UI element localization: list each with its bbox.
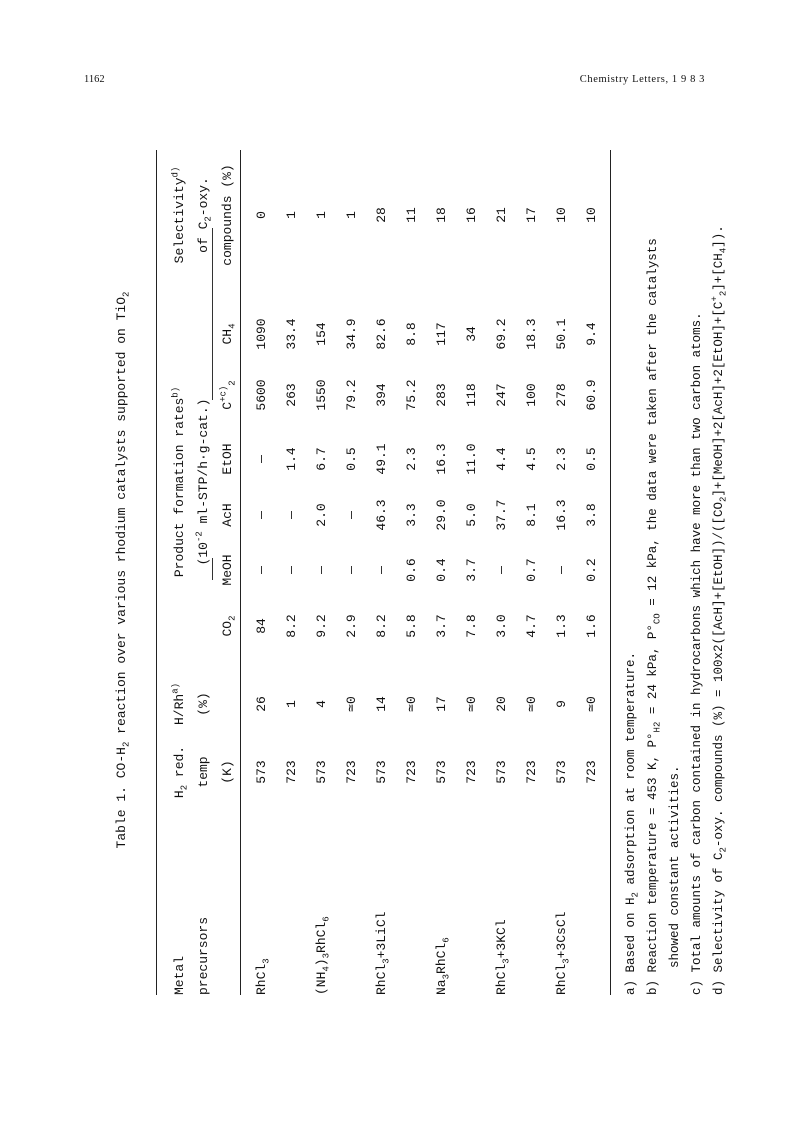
cell-h-rh: ≃0 (584, 696, 599, 712)
cell-meoh: — (314, 566, 329, 574)
cell-ach: 46.3 (374, 499, 389, 531)
cell-etoh: 0.5 (344, 447, 359, 471)
rates-dash-left (212, 558, 213, 580)
cell-ch4: 8.8 (404, 322, 419, 346)
cell-selectivity: 1 (284, 211, 299, 219)
cell-co2: 3.0 (494, 614, 509, 638)
cell-ch4: 69.2 (494, 318, 509, 350)
cell-etoh: 4.5 (524, 447, 539, 471)
cell-co2: 9.2 (314, 614, 329, 638)
cell-etoh: 16.3 (434, 443, 449, 475)
table-caption: Table 1. $CO-H_2$ reaction over various rhodium catalysts supported on TiO$_2$ (114, 291, 132, 849)
cell-ach: — (254, 511, 269, 519)
header-ach: AcH (220, 503, 235, 527)
cell-etoh: 49.1 (374, 443, 389, 475)
cell-h-rh: 9 (554, 700, 569, 708)
header-meoh: MeOH (220, 554, 235, 586)
cell-temp: 573 (554, 760, 569, 784)
cell-co2: 84 (254, 618, 269, 634)
header-selectivity-of: of $C_2$-oxy. (196, 177, 214, 253)
cell-c2-plus: 75.2 (404, 379, 419, 411)
row-precursor: RhCl$_3$+3LiCl (374, 911, 392, 995)
cell-h-rh: ≃0 (404, 696, 419, 712)
cell-c2-plus: 278 (554, 383, 569, 407)
cell-ch4: 34.9 (344, 318, 359, 350)
cell-c2-plus: 100 (524, 383, 539, 407)
cell-ach: 3.3 (404, 503, 419, 527)
footnote-a: a) Based on $H_2$ adsorption at room temperature. (624, 652, 641, 995)
cell-co2: 8.2 (374, 614, 389, 638)
cell-ach: 5.0 (464, 503, 479, 527)
cell-selectivity: 11 (404, 207, 419, 223)
cell-temp: 573 (434, 760, 449, 784)
header-co2: $CO_2$ (220, 615, 238, 637)
cell-etoh: 2.3 (554, 447, 569, 471)
cell-co2: 1.6 (584, 614, 599, 638)
cell-co2: 1.3 (554, 614, 569, 638)
header-ch4: $CH_4$ (220, 323, 238, 345)
cell-ch4: 117 (434, 322, 449, 346)
row-precursor: RhCl$_3$+3CsCl (554, 911, 572, 995)
cell-meoh: — (494, 566, 509, 574)
cell-temp: 573 (494, 760, 509, 784)
cell-meoh: — (374, 566, 389, 574)
cell-c2-plus: 247 (494, 383, 509, 407)
cell-etoh: 1.4 (284, 447, 299, 471)
header-etoh: EtOH (220, 443, 235, 475)
rotated-table-block (114, 140, 729, 1000)
cell-etoh: — (254, 455, 269, 463)
cell-temp: 573 (254, 760, 269, 784)
cell-c2-plus: 263 (284, 383, 299, 407)
cell-meoh: — (554, 566, 569, 574)
cell-c2-plus: 60.9 (584, 379, 599, 411)
cell-ch4: 1090 (254, 318, 269, 350)
cell-ch4: 18.3 (524, 318, 539, 350)
cell-temp: 723 (464, 760, 479, 784)
cell-h-rh: 14 (374, 696, 389, 712)
cell-temp: 723 (524, 760, 539, 784)
cell-ch4: 154 (314, 322, 329, 346)
cell-c2-plus: 1550 (314, 379, 329, 411)
cell-c2-plus: 394 (374, 383, 389, 407)
cell-ch4: 9.4 (584, 322, 599, 346)
cell-co2: 4.7 (524, 614, 539, 638)
header-c2-plus: $C^{+c)}_2$ (218, 380, 238, 410)
cell-etoh: 2.3 (404, 447, 419, 471)
cell-meoh: 0.6 (404, 558, 419, 582)
row-precursor: $Na_3RhCl_6$ (434, 937, 452, 995)
cell-ach: 8.1 (524, 503, 539, 527)
header-temp-unit: (K) (220, 760, 235, 784)
top-rule (156, 150, 157, 995)
cell-co2: 7.8 (464, 614, 479, 638)
cell-etoh: 0.5 (584, 447, 599, 471)
cell-temp: 723 (584, 760, 599, 784)
cell-meoh: — (284, 566, 299, 574)
header-product-rates: Product formation rates$^{b)}$ (170, 386, 187, 578)
cell-ch4: 34 (464, 326, 479, 342)
cell-co2: 3.7 (434, 614, 449, 638)
cell-etoh: 11.0 (464, 443, 479, 475)
footnote-d: d) Selectivity of $C_2$-oxy. compounds (%) = $100x2([AcH]+[EtOH])/([CO_2]+[MeOH]+2[AcH]+2[EtOH]+[C^+_2]+[CH_4])$. (709, 225, 729, 995)
cell-ach: 2.0 (314, 503, 329, 527)
cell-ach: — (344, 511, 359, 519)
cell-h-rh: 20 (494, 696, 509, 712)
cell-selectivity: 18 (434, 207, 449, 223)
cell-c2-plus: 118 (464, 383, 479, 407)
cell-meoh: 3.7 (464, 558, 479, 582)
row-precursor: RhCl$_3$ (254, 958, 272, 995)
cell-ach: — (284, 511, 299, 519)
cell-h-rh: 1 (284, 700, 299, 708)
cell-temp: 573 (314, 760, 329, 784)
cell-c2-plus: 5600 (254, 379, 269, 411)
footnote-b: b) Reaction temperature = 453 K, $P^\circ_{H2} = 24$ kPa, $P^\circ_{CO} = 12$ kPa, the data were taken after the catalysts (646, 238, 663, 995)
footnote-c: c) Total amounts of carbon contained in hydrocarbons which have more than two carbon atoms. (690, 312, 704, 995)
header-selectivity-unit: compounds (%) (220, 164, 235, 266)
row-precursor: $(NH_4)_3RhCl_6$ (314, 916, 332, 995)
cell-selectivity: 28 (374, 207, 389, 223)
header-h2-red: $H_2$ red. (172, 745, 190, 799)
cell-h-rh: 17 (434, 696, 449, 712)
cell-ch4: 82.6 (374, 318, 389, 350)
rates-dash-right (212, 228, 213, 400)
cell-h-rh: ≃0 (344, 696, 359, 712)
cell-ach: 3.8 (584, 503, 599, 527)
cell-h-rh: 4 (314, 700, 329, 708)
cell-ch4: 33.4 (284, 318, 299, 350)
cell-meoh: 0.4 (434, 558, 449, 582)
cell-h-rh: ≃0 (524, 696, 539, 712)
cell-ach: 16.3 (554, 499, 569, 531)
cell-temp: 573 (374, 760, 389, 784)
cell-etoh: 4.4 (494, 447, 509, 471)
cell-selectivity: 21 (494, 207, 509, 223)
cell-c2-plus: 79.2 (344, 379, 359, 411)
bottom-rule (610, 150, 611, 995)
cell-selectivity: 0 (254, 211, 269, 219)
header-rule (240, 150, 241, 995)
cell-selectivity: 10 (584, 207, 599, 223)
header-metal: Metal (172, 955, 187, 995)
cell-co2: 2.9 (344, 614, 359, 638)
cell-temp: 723 (284, 760, 299, 784)
cell-ch4: 50.1 (554, 318, 569, 350)
cell-meoh: 0.2 (584, 558, 599, 582)
cell-temp: 723 (404, 760, 419, 784)
header-rates-unit: ($10^{-2}$ ml-STP/h·g-cat.) (194, 398, 211, 566)
cell-temp: 723 (344, 760, 359, 784)
row-precursor: RhCl$_3$+3KCl (494, 919, 512, 995)
cell-selectivity: 10 (554, 207, 569, 223)
cell-selectivity: 1 (314, 211, 329, 219)
cell-meoh: — (254, 566, 269, 574)
footnote-b-continued: showed constant activities. (668, 765, 682, 968)
journal-header: Chemistry Letters, 1 9 8 3 (579, 74, 705, 85)
header-h-rh: H/Rh$^{a)}$ (170, 682, 187, 726)
cell-etoh: 6.7 (314, 447, 329, 471)
header-selectivity: Selectivity$^{d)}$ (170, 166, 187, 264)
header-precursors: precursors (196, 916, 211, 995)
cell-h-rh: ≃0 (464, 696, 479, 712)
cell-co2: 8.2 (284, 614, 299, 638)
cell-ach: 37.7 (494, 499, 509, 531)
header-temp: temp (196, 756, 211, 788)
cell-h-rh: 26 (254, 696, 269, 712)
cell-selectivity: 1 (344, 211, 359, 219)
cell-selectivity: 17 (524, 207, 539, 223)
page-number: 1162 (84, 74, 105, 85)
cell-ach: 29.0 (434, 499, 449, 531)
header-h-rh-unit: (%) (196, 692, 211, 716)
cell-meoh: — (344, 566, 359, 574)
cell-c2-plus: 283 (434, 383, 449, 407)
cell-meoh: 0.7 (524, 558, 539, 582)
cell-co2: 5.8 (404, 614, 419, 638)
cell-selectivity: 16 (464, 207, 479, 223)
